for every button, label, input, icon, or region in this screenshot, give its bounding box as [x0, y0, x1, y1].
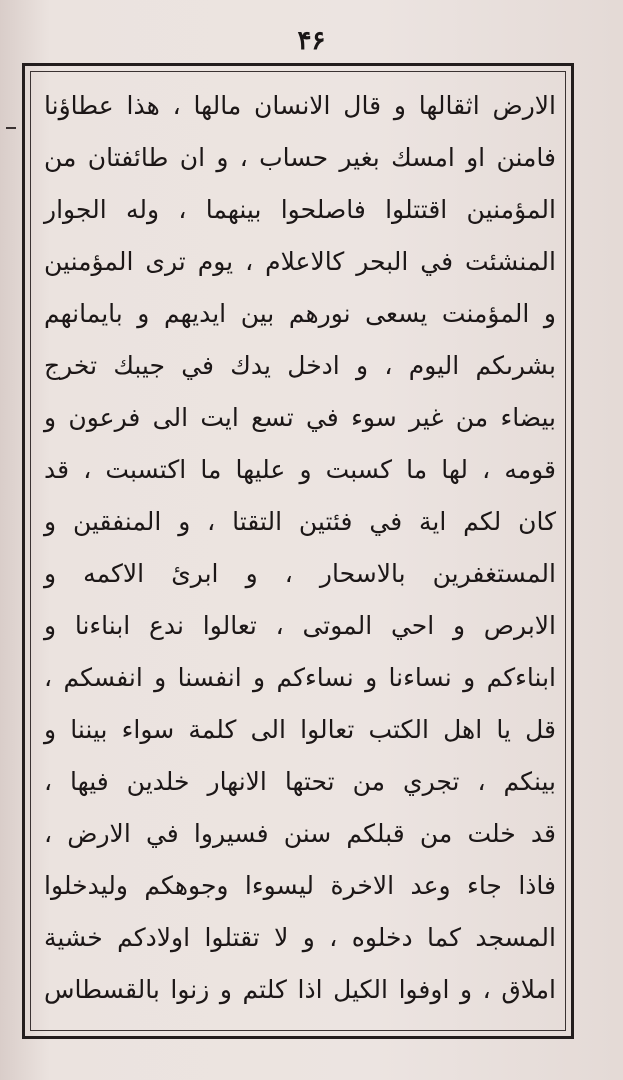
- text-line-10: المستغفرين بالاسحار ، و ابرئ الاكمه و: [44, 559, 556, 588]
- arabic-text-block: [40, 80, 560, 1020]
- margin-mark: [6, 127, 16, 129]
- text-line-1: الارض اثقالها و قال الانسان مالها ، هذا عطاؤنا: [44, 91, 556, 120]
- text-line-14: بينكم ، تجري من تحتها الانهار خلدين فيها ،: [44, 767, 556, 796]
- text-line-7: بيضاء من غير سوء في تسع ايت الى فرعون و: [44, 403, 556, 432]
- page-number: ۴۶: [297, 26, 326, 56]
- text-line-5: و المؤمنت يسعى نورهم بين ايديهم و بايمانهم: [44, 299, 556, 328]
- text-line-6: بشرىكم اليوم ، و ادخل يدك في جيبك تخرج: [44, 351, 556, 380]
- text-line-17: المسجد كما دخلوه ، و لا تقتلوا اولادكم خشية: [44, 923, 556, 952]
- text-line-8: قومه ، لها ما كسبت و عليها ما اكتسبت ، قد: [44, 455, 556, 484]
- text-line-16: فاذا جاء وعد الاخرة ليسوءا وجوهكم وليدخلوا: [44, 871, 556, 900]
- text-line-13: قل يا اهل الكتب تعالوا الى كلمة سواء بيننا و: [44, 715, 556, 744]
- text-line-18: املاق ، و اوفوا الكيل اذا كلتم و زنوا بالقسطاس: [44, 975, 556, 1004]
- text-line-2: فامنن او امسك بغير حساب ، و ان طائفتان من: [44, 143, 556, 172]
- text-line-9: كان لكم اية في فئتين التقتا ، و المنفقين و: [44, 507, 556, 536]
- text-line-11: الابرص و احي الموتى ، تعالوا ندع ابناءنا و: [44, 611, 556, 640]
- text-line-12: ابناءكم و نساءنا و نساءكم و انفسنا و انفسكم ،: [44, 663, 556, 692]
- text-line-3: المؤمنين اقتتلوا فاصلحوا بينهما ، وله الجوار: [44, 195, 556, 224]
- text-line-4: المنشئت في البحر كالاعلام ، يوم ترى المؤمنين: [44, 247, 556, 276]
- text-line-15: قد خلت من قبلكم سنن فسيروا في الارض ،: [44, 819, 556, 848]
